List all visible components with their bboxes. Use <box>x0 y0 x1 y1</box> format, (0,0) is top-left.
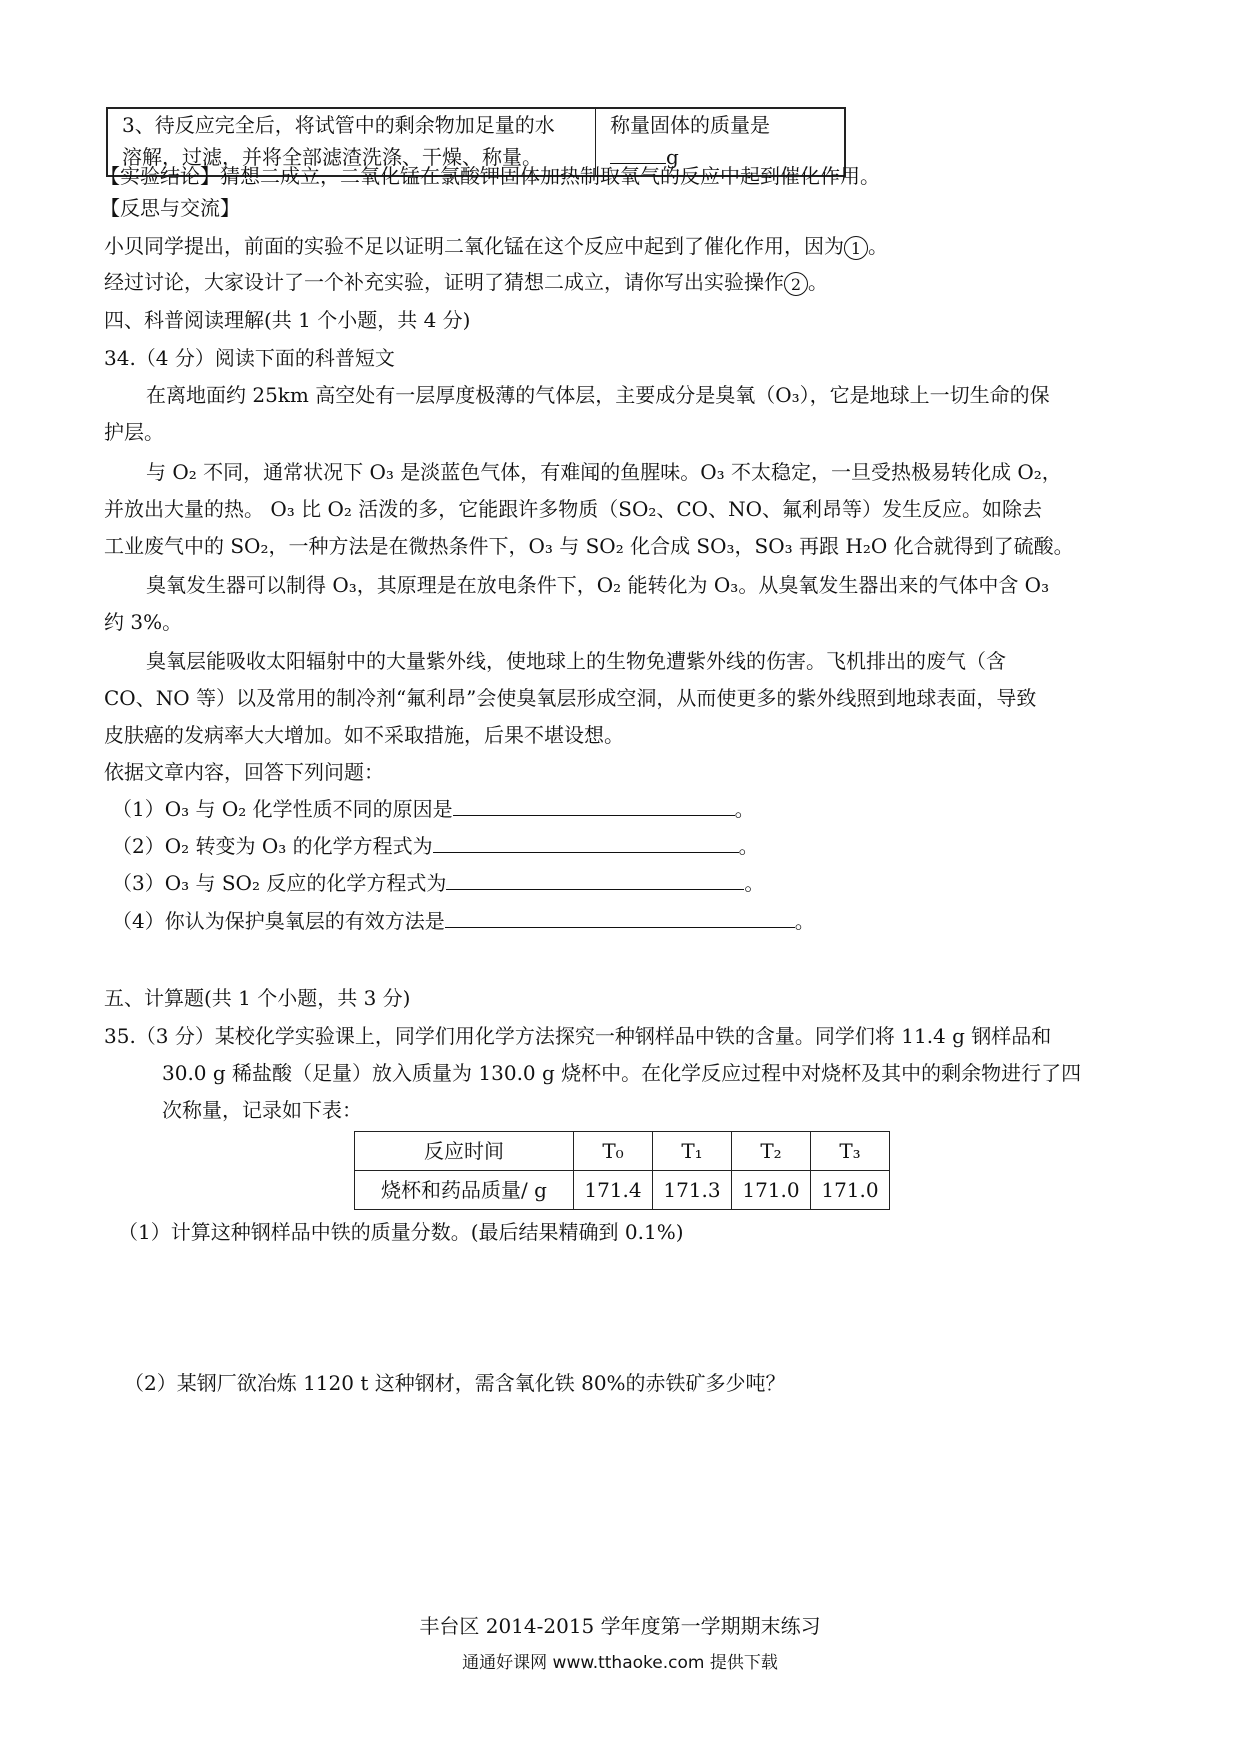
q35-sub1: （1）计算这种钢样品中铁的质量分数。(最后结果精确到 0.1%) <box>118 1220 684 1244</box>
reflection-line2 <box>104 264 828 300</box>
q35-line2: 30.0 g 稀盐酸（足量）放入质量为 130.0 g 烧杯中。在化学反应过程中对烧杯及其中的剩余物进行了四 <box>162 1061 1082 1085</box>
answer-blank <box>453 793 735 816</box>
answer-blank <box>446 867 744 890</box>
reflection-line1 <box>104 228 888 264</box>
footer-title: 丰台区 2014-2015 学年度第一学期期末练习 <box>419 1614 821 1638</box>
q34-sub1 <box>112 791 755 827</box>
experiment-result-line1: 称量固体的质量是 <box>610 113 770 137</box>
table-header-time: 反应时间 <box>355 1132 574 1171</box>
q34-paragraph4-line3: 皮肤癌的发病率大大增加。如不采取措施，后果不堪设想。 <box>104 723 624 747</box>
q34-paragraph1-line1: 在离地面约 25km 高空处有一层厚度极薄的气体层，主要成分是臭氧（O₃），它是地球上一切生命的保 <box>146 383 1050 407</box>
table-cell-time: T₀ <box>574 1132 653 1171</box>
q34-paragraph4-line2: CO、NO 等）以及常用的制冷剂“氟利昂”会使臭氧层形成空洞，从而使更多的紫外线照到地球表面，导致 <box>104 686 1037 710</box>
answer-blank <box>445 905 795 928</box>
experiment-step-line2: 溶解，过滤，并将全部滤渣洗涤、干燥、称量。 <box>122 145 542 169</box>
q34-sub2 <box>112 828 759 864</box>
footer-site: 通通好课网 www.tthaoke.com 提供下载 <box>462 1653 778 1673</box>
period: 。 <box>744 871 765 895</box>
experiment-step-line1: 3、待反应完全后，将试管中的剩余物加足量的水 <box>122 113 555 137</box>
q34-sub3-text: （3）O₃ 与 SO₂ 反应的化学方程式为 <box>112 871 447 895</box>
reflection-text2: 经过讨论，大家设计了一个补充实验，证明了猜想二成立，请你写出实验操作 <box>104 270 784 294</box>
period: 。 <box>734 797 755 821</box>
answer-mark-1: 1 <box>844 236 868 260</box>
period: 。 <box>738 834 759 858</box>
table-cell-time: T₃ <box>811 1132 890 1171</box>
q34-sub3 <box>112 865 764 901</box>
q34-paragraph4-line1: 臭氧层能吸收太阳辐射中的大量紫外线，使地球上的生物免遭紫外线的伤害。飞机排出的废气（含 <box>146 649 1006 673</box>
answer-mark-2: 2 <box>784 272 808 296</box>
table-cell-mass: 171.0 <box>732 1171 811 1210</box>
reflection-text1: 小贝同学提出，前面的实验不足以证明二氧化锰在这个反应中起到了催化作用，因为 <box>104 234 844 258</box>
table-cell-mass: 171.0 <box>811 1171 890 1210</box>
table-header-mass: 烧杯和药品质量/ g <box>355 1171 574 1210</box>
q34-paragraph2-line3: 工业废气中的 SO₂，一种方法是在微热条件下，O₃ 与 SO₂ 化合成 SO₃，SO₃ 再跟 H₂O 化合就得到了硫酸。 <box>104 534 1074 558</box>
q34-prompt: 依据文章内容，回答下列问题： <box>104 760 384 784</box>
q34-sub1-text: （1）O₃ 与 O₂ 化学性质不同的原因是 <box>112 797 453 821</box>
answer-blank <box>433 830 739 853</box>
q34-paragraph2-line1: 与 O₂ 不同，通常状况下 O₃ 是淡蓝色气体，有难闻的鱼腥味。O₃ 不太稳定，一旦受热极易转化成 O₂， <box>146 460 1062 484</box>
table-row <box>355 1132 890 1171</box>
q34-sub4 <box>112 903 815 939</box>
q34-paragraph3-line1: 臭氧发生器可以制得 O₃，其原理是在放电条件下，O₂ 能转化为 O₃。从臭氧发生器出来的气体中含 O₃ <box>146 573 1050 597</box>
q34-paragraph1-line2: 护层。 <box>104 420 164 444</box>
table-cell-time: T₁ <box>653 1132 732 1171</box>
weighing-data-table <box>354 1131 890 1210</box>
q34-paragraph3-line2: 约 3%。 <box>104 610 183 634</box>
table-cell-mass: 171.3 <box>653 1171 732 1210</box>
table-cell-time: T₂ <box>732 1132 811 1171</box>
reflection-title: 【反思与交流】 <box>100 196 240 220</box>
q35-line3: 次称量，记录如下表： <box>162 1098 362 1122</box>
section5-title: 五、计算题(共 1 个小题，共 3 分) <box>104 986 411 1010</box>
experiment-conclusion: 【实验结论】猜想二成立，二氧化锰在氯酸钾固体加热制取氧气的反应中起到催化作用。 <box>100 164 880 188</box>
q34-title: 34.（4 分）阅读下面的科普短文 <box>104 346 395 370</box>
period: 。 <box>868 234 888 258</box>
q35-sub2: （2）某钢厂欲冶炼 1120 t 这种钢材，需含氧化铁 80%的赤铁矿多少吨？ <box>124 1371 786 1395</box>
table-cell-mass: 171.4 <box>574 1171 653 1210</box>
section4-title: 四、科普阅读理解(共 1 个小题，共 4 分) <box>104 308 471 332</box>
period: 。 <box>794 909 815 933</box>
q35-line1: 35.（3 分）某校化学实验课上，同学们用化学方法探究一种钢样品中铁的含量。同学们将 11.4 g 钢样品和 <box>104 1024 1052 1048</box>
q34-sub4-text: （4）你认为保护臭氧层的有效方法是 <box>112 909 445 933</box>
q34-paragraph2-line2: 并放出大量的热。 O₃ 比 O₂ 活泼的多，它能跟许多物质（SO₂、CO、NO、氟利昂等）发生反应。如除去 <box>104 497 1042 521</box>
mass-unit: g <box>666 145 679 169</box>
period: 。 <box>808 270 828 294</box>
table-row <box>355 1171 890 1210</box>
q34-sub2-text: （2）O₂ 转变为 O₃ 的化学方程式为 <box>112 834 433 858</box>
